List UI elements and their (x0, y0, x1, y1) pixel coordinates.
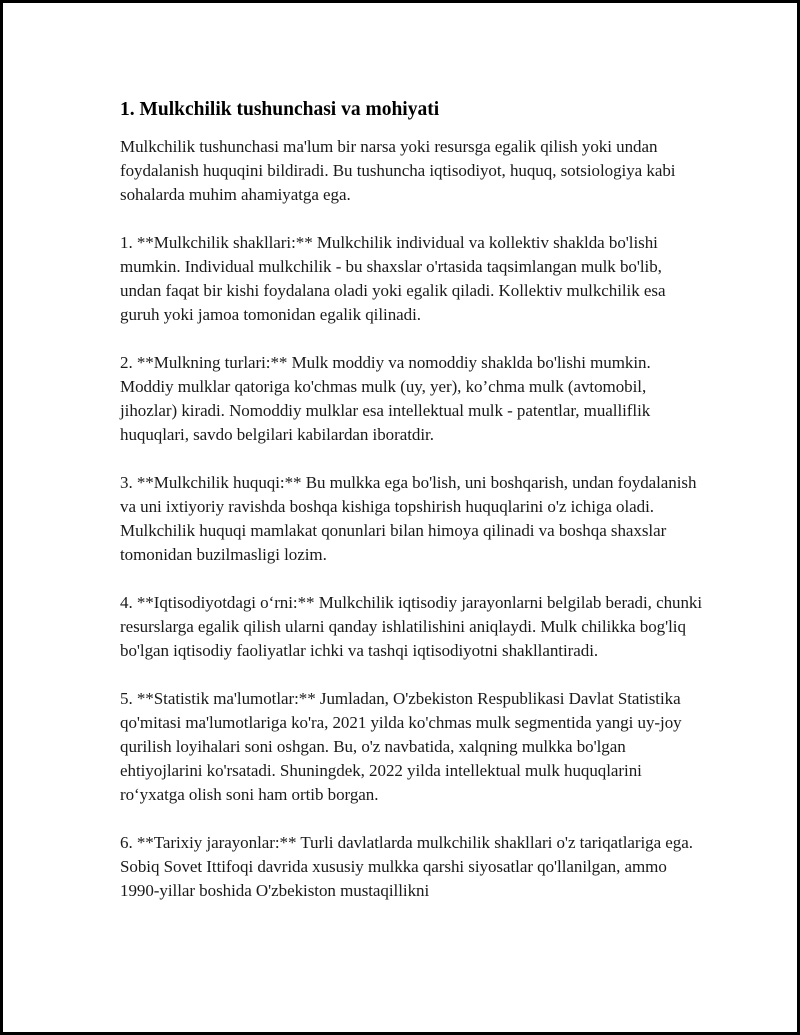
paragraph-ownership-forms: 1. **Mulkchilik shakllari:** Mulkchilik individual va kollektiv shaklda bo'lishi mumkin. Individual mulkchilik - bu shaxslar o'rtasida taqsimlangan mulk bo'lib, undan faqat bir kishi foydalana oladi yoki egalik qiladi. Kollektiv mulkchilik esa guruh yoki jamoa tomonidan egalik qilinadi. (120, 233, 666, 324)
paragraph-historical-processes: 6. **Tarixiy jarayonlar:** Turli davlatlarda mulkchilik shakllari o'z tariqatlariga ega. Sobiq Sovet Ittifoqi davrida xususiy mulkka qarshi siyosatlar qo'llanilgan, ammo 1990-yillar boshida O'zbekiston mustaqillikni (120, 833, 693, 900)
document-content (120, 98, 705, 927)
section-title: 1. Mulkchilik tushunchasi va mohiyati (120, 99, 440, 120)
paragraph-statistics: 5. **Statistik ma'lumotlar:** Jumladan, O'zbekiston Respublikasi Davlat Statistika qo'mitasi ma'lumotlariga ko'ra, 2021 yilda ko'chmas mulk segmentida yangi uy-joy qurilish loyihalari soni oshgan. Bu, o'z navbatida, xalqning mulkka bo'lgan ehtiyojlarini ko'rsatadi. Shuningdek, 2022 yilda intellektual mulk huquqlarini ro‘yxatga olish soni ham ortib borgan. (120, 689, 682, 804)
intro-paragraph: Mulkchilik tushunchasi ma'lum bir narsa yoki resursga egalik qilish yoki undan foydalanish huquqini bildiradi. Bu tushuncha iqtisodiyot, huquq, sotsiologiya kabi sohalarda muhim ahamiyatga ega. (120, 137, 676, 204)
paragraph-ownership-rights: 3. **Mulkchilik huquqi:** Bu mulkka ega bo'lish, uni boshqarish, undan foydalanish va uni ixtiyoriy ravishda boshqa kishiga topshirish huquqlarini o'z ichiga oladi. Mulkchilik huquqi mamlakat qonunlari bilan himoya qilinadi va boshqa shaxslar tomonidan buzilmasligi lozim. (120, 473, 697, 564)
paragraph-economic-role: 4. **Iqtisodiyotdagi o‘rni:** Mulkchilik iqtisodiy jarayonlarni belgilab beradi, chunki resurslarga egalik qilish ularni qanday ishlatilishini aniqlaydi. Mulk chilikka bog'liq bo'lgan iqtisodiy faoliyatlar ichki va tashqi iqtisodiyotni shakllantiradi. (120, 593, 703, 660)
paragraph-property-types: 2. **Mulkning turlari:** Mulk moddiy va nomoddiy shaklda bo'lishi mumkin. Moddiy mulklar qatoriga ko'chmas mulk (uy, yer), ko’chma mulk (avtomobil, jihozlar) kiradi. Nomoddiy mulklar esa intellektual mulk - patentlar, mualliflik huquqlari, savdo belgilari kabilardan iboratdir. (120, 353, 651, 444)
